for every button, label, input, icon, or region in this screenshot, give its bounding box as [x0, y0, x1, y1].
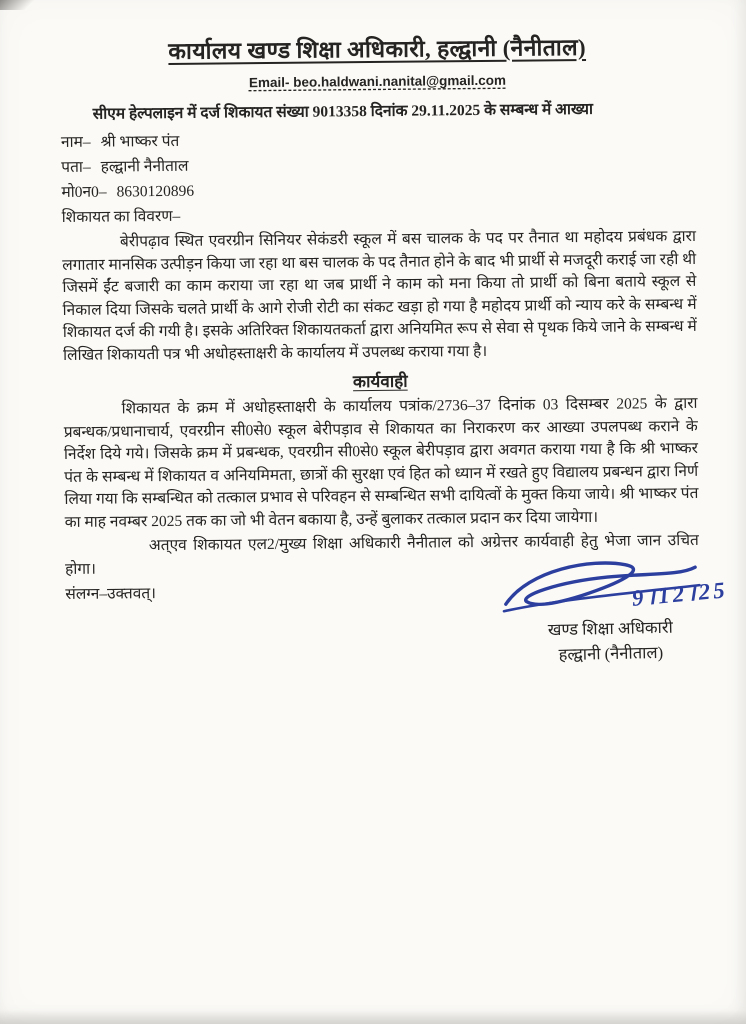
letter-content	[60, 32, 699, 607]
handwritten-date: 9।12।25	[630, 577, 729, 611]
mobile-label: मो0न0–	[61, 183, 107, 201]
complaint-paragraph: बेरीपढ़ाव स्थित एवरग्रीन सिनियर सेकंडरी स्कूल में बस चालक के पद पर तैनात था महोदय प्रबंधक द्वारा लगातार मानसिक उत्पीड़न किया जा रहा था बस चालक के पद तैनात होने के बाद भी प्रार्थी से मजदूरी कराई जा रही थी जिसमें ईंट बजारी का काम कराया जा रहा था जब प्रार्थी ने काम को मना किया तो प्रार्थी को बिना बताये स्कूल से निकाल दिया जिसके चलते प्रार्थी के आगे रोजी रोटी का संकट खड़ा हो गया है महोदय प्रार्थी को न्याय करे के सम्बन्ध में शिकायत दर्ज की गयी है। इसके अतिरिक्त शिकायतकर्ता द्वारा अनियमित रूप से सेवा से पृथक किये जाने के सम्बन्ध में लिखित शिकायती पत्र भी अधोहस्ताक्षरी के कार्यालय में उपलब्ध कराया गया है।	[62, 227, 697, 364]
signature-wrap	[489, 553, 730, 622]
enclosure-line: संलग्न–उक्तवत्।	[65, 585, 157, 603]
office-email: Email- beo.haldwani.nanital@gmail.com	[248, 72, 506, 91]
signatory-office: हल्द्वानी (नैनीताल)	[558, 642, 664, 665]
complaint-details-label: शिकायत का विवरण–	[61, 207, 181, 226]
scan-corner-artifact	[0, 0, 40, 10]
signatory-designation: खण्ड शिक्षा अधिकारी	[547, 617, 674, 640]
address-label: पता–	[61, 158, 91, 176]
mobile-value: 8630120896	[116, 182, 195, 201]
name-value: श्री भाष्कर पंत	[100, 132, 180, 151]
action-heading: कार्यवाही	[352, 371, 408, 392]
office-title: कार्यालय खण्ड शिक्षा अधिकारी, हल्द्वानी (नैनीताल)	[168, 34, 587, 64]
subject-line: सीएम हेल्पलाइन में दर्ज शिकायत संख्या 9013358 दिनांक 29.11.2025 के सम्बन्ध में आख्या	[92, 100, 594, 123]
complaint-details-label-row	[62, 199, 696, 230]
action-paragraph-2: अत्एव शिकायत एल2/मुख्य शिक्षा अधिकारी नैनीताल को अग्रेत्तर कार्यवाही हेतु भेजा जान उचित होगा।	[65, 531, 699, 578]
name-label: नाम–	[60, 133, 91, 151]
address-value: हल्द्वानी नैनीताल	[100, 157, 189, 176]
scan-bottom-shadow	[0, 1010, 746, 1024]
signature-block	[489, 553, 731, 668]
action-paragraph-1: शिकायत के क्रम में अधोहस्ताक्षरी के कार्यालय पत्रांक/2736–37 दिनांक 03 दिसम्बर 2025 के द्वारा प्रबन्धक/प्रधानाचार्य, एवरग्रीन सी0से0 स्कूल बेरीपड़ाव से शिकायत का निराकरण कर आख्या उपलपब्ध कराने के निर्देश दिये गये। जिसके क्रम में प्रबन्धक, एवरग्रीन सी0से0 स्कूल बेरीपड़ाव द्वारा अवगत कराया गया है कि श्री भाष्कर पंत के सम्बन्ध में शिकायत व अनियमिमता, छात्रों की सुरक्षा एवं हित को ध्यान में रखते हुए विद्यालय प्रबन्धन द्वारा निर्ण लिया गया कि सम्बन्धित को तत्काल प्रभाव से परिवहन से सम्बन्धित सभी दायित्वों के मुक्त किया जाये। श्री भाष्कर पंत का माह नवम्बर 2025 तक का जो भी वेतन बकाया है, उन्हें बुलाकर तत्काल प्रदान कर दिया जायेगा।	[63, 394, 699, 531]
